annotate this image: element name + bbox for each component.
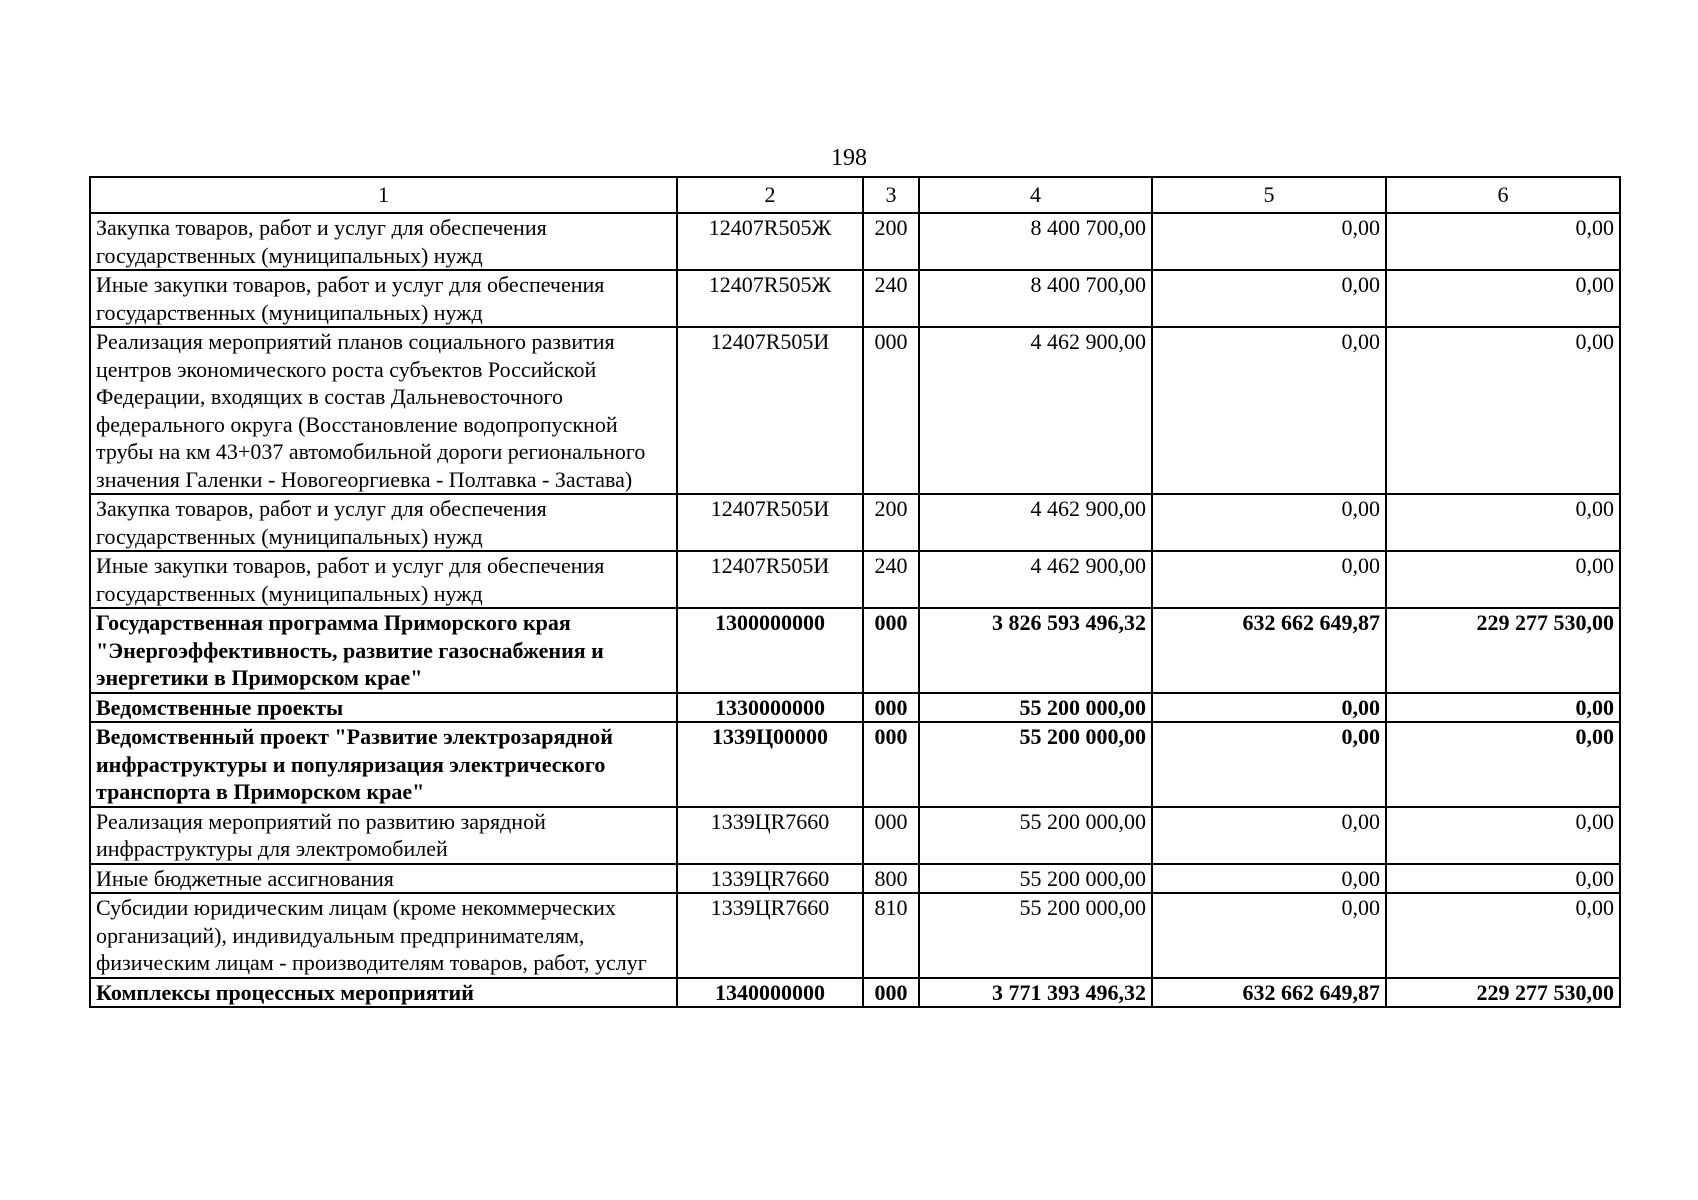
amount-col4: 8 400 700,00 — [919, 270, 1152, 327]
expense-type: 000 — [863, 722, 919, 807]
expense-name: Иные бюджетные ассигнования — [90, 864, 677, 894]
target-code: 1339Ц00000 — [677, 722, 863, 807]
expense-name: Государственная программа Приморского края "Энергоэффективность, развитие газоснабжения и энергетики в Приморском крае" — [90, 608, 677, 693]
header-row — [90, 177, 1620, 213]
column-header-2: 2 — [677, 177, 863, 213]
amount-col5: 0,00 — [1152, 693, 1386, 723]
expense-type: 000 — [863, 807, 919, 864]
column-header-1: 1 — [90, 177, 677, 213]
target-code: 12407R505Ж — [677, 270, 863, 327]
target-code: 1330000000 — [677, 693, 863, 723]
expense-type: 200 — [863, 213, 919, 270]
expense-name: Комплексы процессных мероприятий — [90, 978, 677, 1008]
column-header-4: 4 — [919, 177, 1152, 213]
amount-col4: 3 771 393 496,32 — [919, 978, 1152, 1008]
table-row — [90, 270, 1620, 327]
target-code: 1339ЦR7660 — [677, 864, 863, 894]
amount-col6: 0,00 — [1386, 693, 1620, 723]
table-row — [90, 494, 1620, 551]
expense-type: 000 — [863, 327, 919, 494]
table-row — [90, 807, 1620, 864]
amount-col4: 4 462 900,00 — [919, 494, 1152, 551]
budget-table — [89, 176, 1621, 1008]
amount-col4: 3 826 593 496,32 — [919, 608, 1152, 693]
expense-type: 000 — [863, 608, 919, 693]
amount-col5: 0,00 — [1152, 551, 1386, 608]
amount-col5: 632 662 649,87 — [1152, 608, 1386, 693]
expense-type: 240 — [863, 551, 919, 608]
amount-col5: 0,00 — [1152, 864, 1386, 894]
amount-col4: 8 400 700,00 — [919, 213, 1152, 270]
expense-name: Реализация мероприятий по развитию зарядной инфраструктуры для электромобилей — [90, 807, 677, 864]
amount-col6: 0,00 — [1386, 327, 1620, 494]
amount-col6: 0,00 — [1386, 722, 1620, 807]
target-code: 1339ЦR7660 — [677, 807, 863, 864]
amount-col5: 0,00 — [1152, 327, 1386, 494]
table-row — [90, 551, 1620, 608]
amount-col5: 0,00 — [1152, 213, 1386, 270]
column-header-6: 6 — [1386, 177, 1620, 213]
table-row — [90, 893, 1620, 978]
expense-type: 000 — [863, 978, 919, 1008]
table-row — [90, 327, 1620, 494]
amount-col6: 0,00 — [1386, 893, 1620, 978]
expense-name: Субсидии юридическим лицам (кроме некоммерческих организаций), индивидуальным предпринимателям, физическим лицам - производителям товаров, работ, услуг — [90, 893, 677, 978]
expense-name: Иные закупки товаров, работ и услуг для обеспечения государственных (муниципальных) нужд — [90, 270, 677, 327]
amount-col4: 55 200 000,00 — [919, 722, 1152, 807]
amount-col4: 4 462 900,00 — [919, 327, 1152, 494]
table-row-section — [90, 978, 1620, 1008]
expense-name: Ведомственные проекты — [90, 693, 677, 723]
target-code: 12407R505Ж — [677, 213, 863, 270]
column-header-3: 3 — [863, 177, 919, 213]
table-row-section — [90, 693, 1620, 723]
amount-col6: 229 277 530,00 — [1386, 978, 1620, 1008]
amount-col4: 55 200 000,00 — [919, 893, 1152, 978]
expense-name: Закупка товаров, работ и услуг для обеспечения государственных (муниципальных) нужд — [90, 494, 677, 551]
amount-col5: 632 662 649,87 — [1152, 978, 1386, 1008]
expense-name: Ведомственный проект "Развитие электрозарядной инфраструктуры и популяризация электрического транспорта в Приморском крае" — [90, 722, 677, 807]
amount-col6: 0,00 — [1386, 270, 1620, 327]
column-header-5: 5 — [1152, 177, 1386, 213]
amount-col5: 0,00 — [1152, 722, 1386, 807]
amount-col6: 0,00 — [1386, 494, 1620, 551]
expense-type: 810 — [863, 893, 919, 978]
expense-name: Реализация мероприятий планов социального развития центров экономического роста субъектов Российской Федерации, входящих в состав Дальневосточного федерального округа (Восстановление водопропускной трубы на км 43+037 автомобильной дороги регионального значения Галенки - Новогеоргиевка - Полтавка - Застава) — [90, 327, 677, 494]
expense-type: 200 — [863, 494, 919, 551]
amount-col5: 0,00 — [1152, 494, 1386, 551]
amount-col5: 0,00 — [1152, 893, 1386, 978]
target-code: 12407R505И — [677, 494, 863, 551]
expense-type: 000 — [863, 693, 919, 723]
table-row — [90, 864, 1620, 894]
amount-col4: 55 200 000,00 — [919, 693, 1152, 723]
amount-col6: 0,00 — [1386, 213, 1620, 270]
table-row-project — [90, 722, 1620, 807]
amount-col5: 0,00 — [1152, 807, 1386, 864]
amount-col6: 229 277 530,00 — [1386, 608, 1620, 693]
expense-type: 800 — [863, 864, 919, 894]
amount-col4: 55 200 000,00 — [919, 864, 1152, 894]
amount-col6: 0,00 — [1386, 864, 1620, 894]
target-code: 12407R505И — [677, 327, 863, 494]
target-code: 1300000000 — [677, 608, 863, 693]
target-code: 12407R505И — [677, 551, 863, 608]
target-code: 1340000000 — [677, 978, 863, 1008]
table-row-program — [90, 608, 1620, 693]
amount-col6: 0,00 — [1386, 807, 1620, 864]
expense-name: Иные закупки товаров, работ и услуг для обеспечения государственных (муниципальных) нужд — [90, 551, 677, 608]
amount-col4: 55 200 000,00 — [919, 807, 1152, 864]
amount-col4: 4 462 900,00 — [919, 551, 1152, 608]
table-row — [90, 213, 1620, 270]
expense-type: 240 — [863, 270, 919, 327]
amount-col5: 0,00 — [1152, 270, 1386, 327]
expense-name: Закупка товаров, работ и услуг для обеспечения государственных (муниципальных) нужд — [90, 213, 677, 270]
amount-col6: 0,00 — [1386, 551, 1620, 608]
page-number: 198 — [831, 145, 867, 171]
target-code: 1339ЦR7660 — [677, 893, 863, 978]
